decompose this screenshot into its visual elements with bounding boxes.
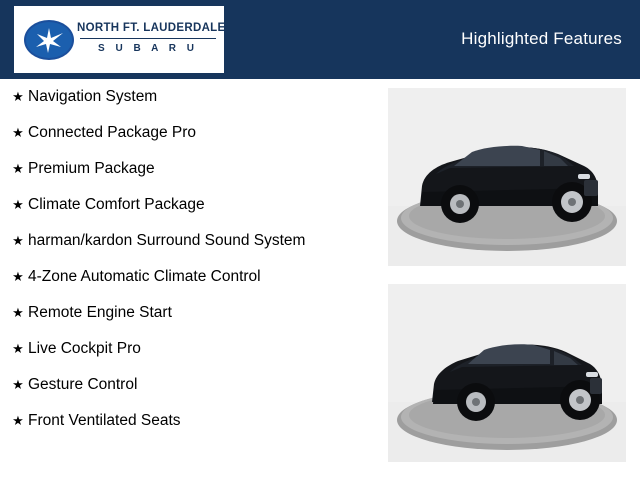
feature-label: Connected Package Pro xyxy=(28,124,197,141)
star-bullet-icon: ★ xyxy=(12,89,24,104)
star-bullet-icon: ★ xyxy=(12,413,24,428)
list-item xyxy=(8,122,378,144)
star-bullet-icon: ★ xyxy=(12,125,24,140)
star-bullet-icon: ★ xyxy=(12,377,24,392)
feature-label: Gesture Control xyxy=(28,376,138,393)
feature-label: Live Cockpit Pro xyxy=(28,340,141,357)
star-bullet-icon: ★ xyxy=(12,269,24,284)
subaru-star-logo-icon xyxy=(23,14,75,66)
page-title: Highlighted Features xyxy=(461,29,622,48)
feature-list xyxy=(8,86,378,446)
feature-label: Premium Package xyxy=(28,160,155,177)
star-bullet-icon: ★ xyxy=(12,233,24,248)
list-item xyxy=(8,194,378,216)
list-item xyxy=(8,158,378,180)
dealer-name: NORTH FT. LAUDERDALE xyxy=(77,22,226,34)
star-bullet-icon: ★ xyxy=(12,161,24,176)
feature-label: Front Ventilated Seats xyxy=(28,412,181,429)
logo-divider xyxy=(80,38,216,39)
dealer-logo xyxy=(14,6,224,73)
star-bullet-icon: ★ xyxy=(12,197,24,212)
list-item xyxy=(8,266,378,288)
list-item xyxy=(8,302,378,324)
vehicle-photo-rear-three-quarter xyxy=(388,284,626,462)
brand-name: S U B A R U xyxy=(98,43,198,54)
list-item xyxy=(8,86,378,108)
feature-label: Remote Engine Start xyxy=(28,304,172,321)
list-item xyxy=(8,374,378,396)
vehicle-photo-front-three-quarter xyxy=(388,88,626,266)
feature-label: Climate Comfort Package xyxy=(28,196,205,213)
feature-label: harman/kardon Surround Sound System xyxy=(28,232,306,249)
list-item xyxy=(8,230,378,252)
star-bullet-icon: ★ xyxy=(12,305,24,320)
star-bullet-icon: ★ xyxy=(12,341,24,356)
list-item xyxy=(8,338,378,360)
feature-label: Navigation System xyxy=(28,88,158,105)
list-item xyxy=(8,410,378,432)
feature-label: 4-Zone Automatic Climate Control xyxy=(28,268,261,285)
